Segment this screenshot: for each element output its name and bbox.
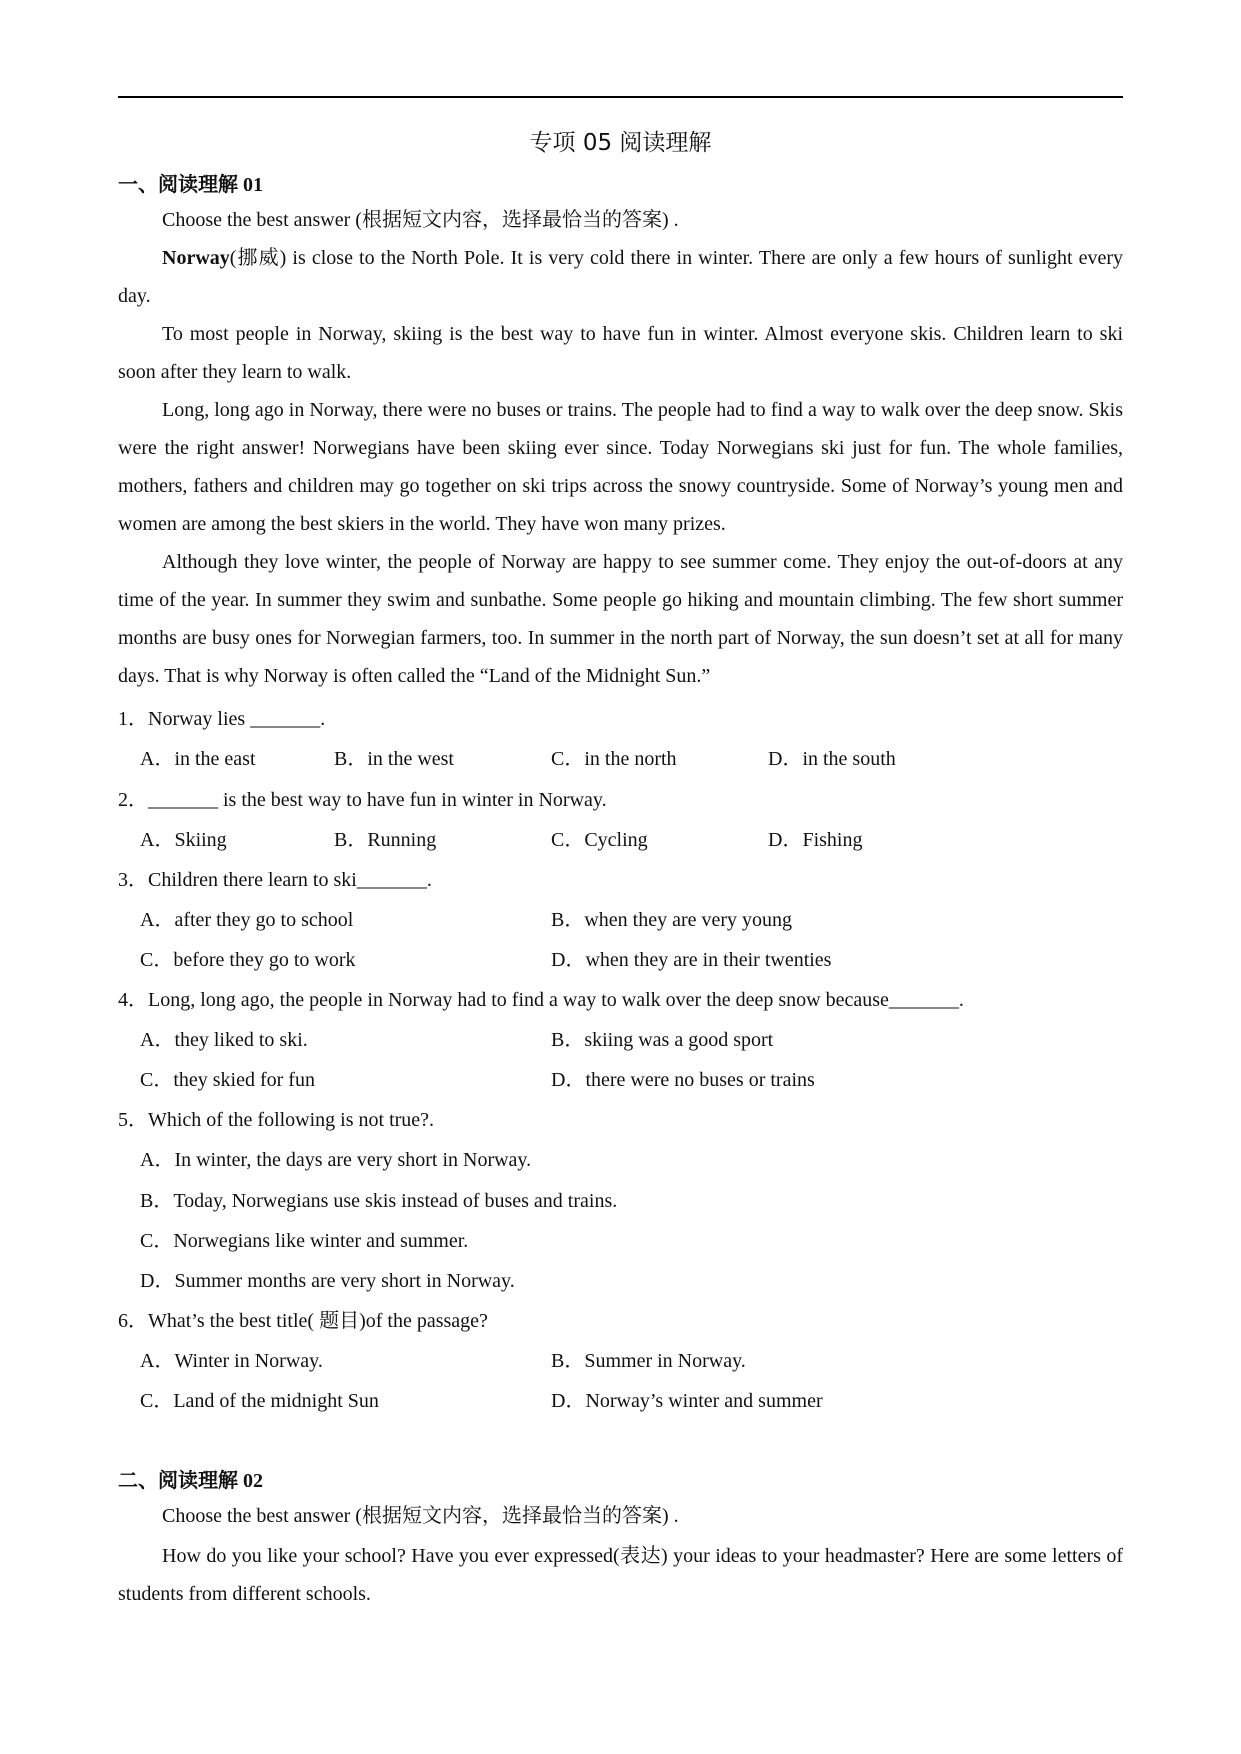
question-5-option-d[interactable]: D．Summer months are very short in Norway. [140,1270,515,1292]
question-6-option-a[interactable]: A．Winter in Norway. [140,1350,323,1372]
question-4-option-a[interactable]: A．they liked to ski. [140,1029,308,1051]
question-2-option-d[interactable]: D．Fishing [768,829,863,851]
question-3-option-a[interactable]: A．after they go to school [140,909,354,931]
keyword-norway: Norway [162,247,230,269]
document-title: 专项 05 阅读理解 [529,130,712,156]
question-1-option-d[interactable]: D．in the south [768,748,896,770]
question-2-option-c[interactable]: C．Cycling [551,829,648,851]
question-6-option-b[interactable]: B．Summer in Norway. [551,1350,746,1372]
question-4-option-c[interactable]: C．they skied for fun [140,1069,315,1091]
question-1-option-c[interactable]: C．in the north [551,748,677,770]
question-5-stem: 5．Which of the following is not true?. [118,1109,435,1131]
question-4-stem: 4．Long, long ago, the people in Norway had to find a way to walk over the deep snow because_______. [118,989,964,1011]
question-5-option-a[interactable]: A．In winter, the days are very short in Norway. [140,1149,532,1171]
section-2-instruction: Choose the best answer (根据短文内容，选择最恰当的答案) . [162,1505,679,1527]
passage-paragraph-1-text: (挪威) is close to the North Pole. It is very cold there in winter. There are only a few hours of sunlight every day. [118,247,1123,307]
section-1-instruction: Choose the best answer (根据短文内容，选择最恰当的答案) . [162,209,679,231]
question-3-option-b[interactable]: B．when they are very young [551,909,793,931]
question-6-option-c[interactable]: C．Land of the midnight Sun [140,1390,379,1412]
passage-paragraph-1 [118,239,1123,315]
section-1-heading: 一、阅读理解 01 [118,174,263,196]
question-2-option-a[interactable]: A．Skiing [140,829,227,851]
question-5-option-c[interactable]: C．Norwegians like winter and summer. [140,1230,469,1252]
question-3-stem: 3．Children there learn to ski_______. [118,869,432,891]
header-rule [118,96,1123,98]
question-4-option-d[interactable]: D．there were no buses or trains [551,1069,815,1091]
question-1-option-b[interactable]: B．in the west [334,748,454,770]
question-3-option-d[interactable]: D．when they are in their twenties [551,949,832,971]
question-6-stem: 6．What’s the best title( 题目)of the passage? [118,1310,488,1332]
question-1-option-a[interactable]: A．in the east [140,748,256,770]
question-3-option-c[interactable]: C．before they go to work [140,949,356,971]
question-4-option-b[interactable]: B．skiing was a good sport [551,1029,774,1051]
question-2-stem: 2．_______ is the best way to have fun in winter in Norway. [118,789,607,811]
question-6-option-d[interactable]: D．Norway’s winter and summer [551,1390,823,1412]
passage-paragraph-3: Long, long ago in Norway, there were no buses or trains. The people had to find a way to walk over the deep snow. Skis were the right answer! Norwegians have been skiing ever since. Today Norwegians ski just for fun. The whole families, mothers, fathers and children may go together on ski trips across the snowy countryside. Some of Norway’s young men and women are among the best skiers in the world. They have won many prizes. [118,399,1123,535]
section-2-heading: 二、阅读理解 02 [118,1470,263,1492]
section-2-paragraph-1: How do you like your school? Have you ever expressed(表达) your ideas to your headmaster? Here are some letters of students from different schools. [118,1545,1123,1605]
question-5-option-b[interactable]: B．Today, Norwegians use skis instead of buses and trains. [140,1190,618,1212]
question-1-stem: 1．Norway lies _______. [118,708,326,730]
passage-paragraph-2: To most people in Norway, skiing is the best way to have fun in winter. Almost everyone skis. Children learn to ski soon after they learn to walk. [118,323,1123,383]
passage-paragraph-4: Although they love winter, the people of Norway are happy to see summer come. They enjoy the out-of-doors at any time of the year. In summer they swim and sunbathe. Some people go hiking and mountain climbing. The few short summer months are busy ones for Norwegian farmers, too. In summer in the north part of Norway, the sun doesn’t set at all for many days. That is why Norway is often called the “Land of the Midnight Sun.” [118,551,1123,687]
question-2-option-b[interactable]: B．Running [334,829,437,851]
